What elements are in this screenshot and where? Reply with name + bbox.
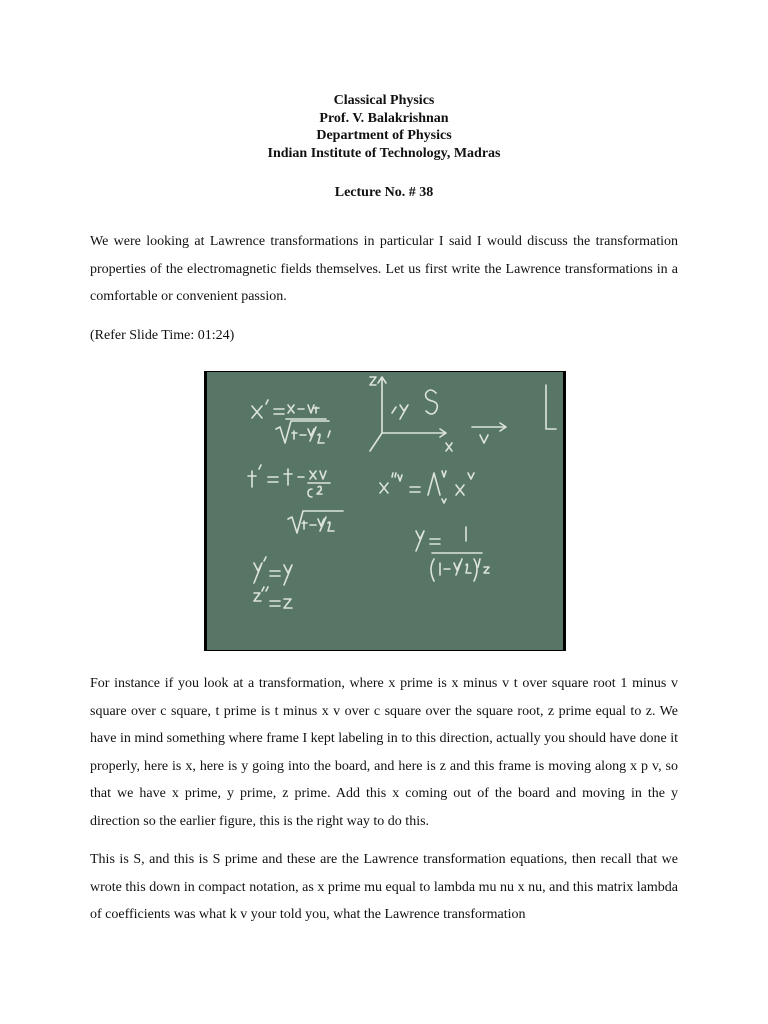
chalkboard-drawing xyxy=(204,371,566,651)
institute-name: Indian Institute of Technology, Madras xyxy=(267,145,501,161)
chalkboard-image xyxy=(204,371,566,651)
refer-slide-time: (Refer Slide Time: 01:24) xyxy=(90,328,235,343)
paragraph-2: For instance if you look at a transformation, where x prime is x minus v t over square root 1 minus v square over c square, t prime is t minus x v over c square over the square root, z prime equal to z. We have in mind something where frame I kept labeling in to this direction, actually you should have done it properly, here is x, here is y going into the board, and here is z and this frame is moving along x p v, so that we have x prime, y prime, z prime. Add this x coming out of the board and moving in the y direction so the earlier figure, this is the right way to do this. xyxy=(90,676,678,829)
department-name: Department of Physics xyxy=(316,128,452,143)
paragraph-3: This is S, and this is S prime and these are the Lawrence transformation equations, then recall that we wrote this down in compact notation, as x prime mu equal to lambda mu nu x nu, and this matrix lambda of coefficients was what k v your told you, what the Lawrence transformation xyxy=(90,852,678,922)
professor-name: Prof. V. Balakrishnan xyxy=(319,110,449,126)
paragraph-1: We were looking at Lawrence transformations in particular I said I would discuss the transformation properties of the electromagnetic fields themselves. Let us first write the Lawrence transformations in a comfortable or convenient passion. xyxy=(90,234,678,304)
document-header xyxy=(0,92,768,162)
lecture-number: Lecture No. # 38 xyxy=(334,185,434,200)
course-title: Classical Physics xyxy=(333,93,435,108)
